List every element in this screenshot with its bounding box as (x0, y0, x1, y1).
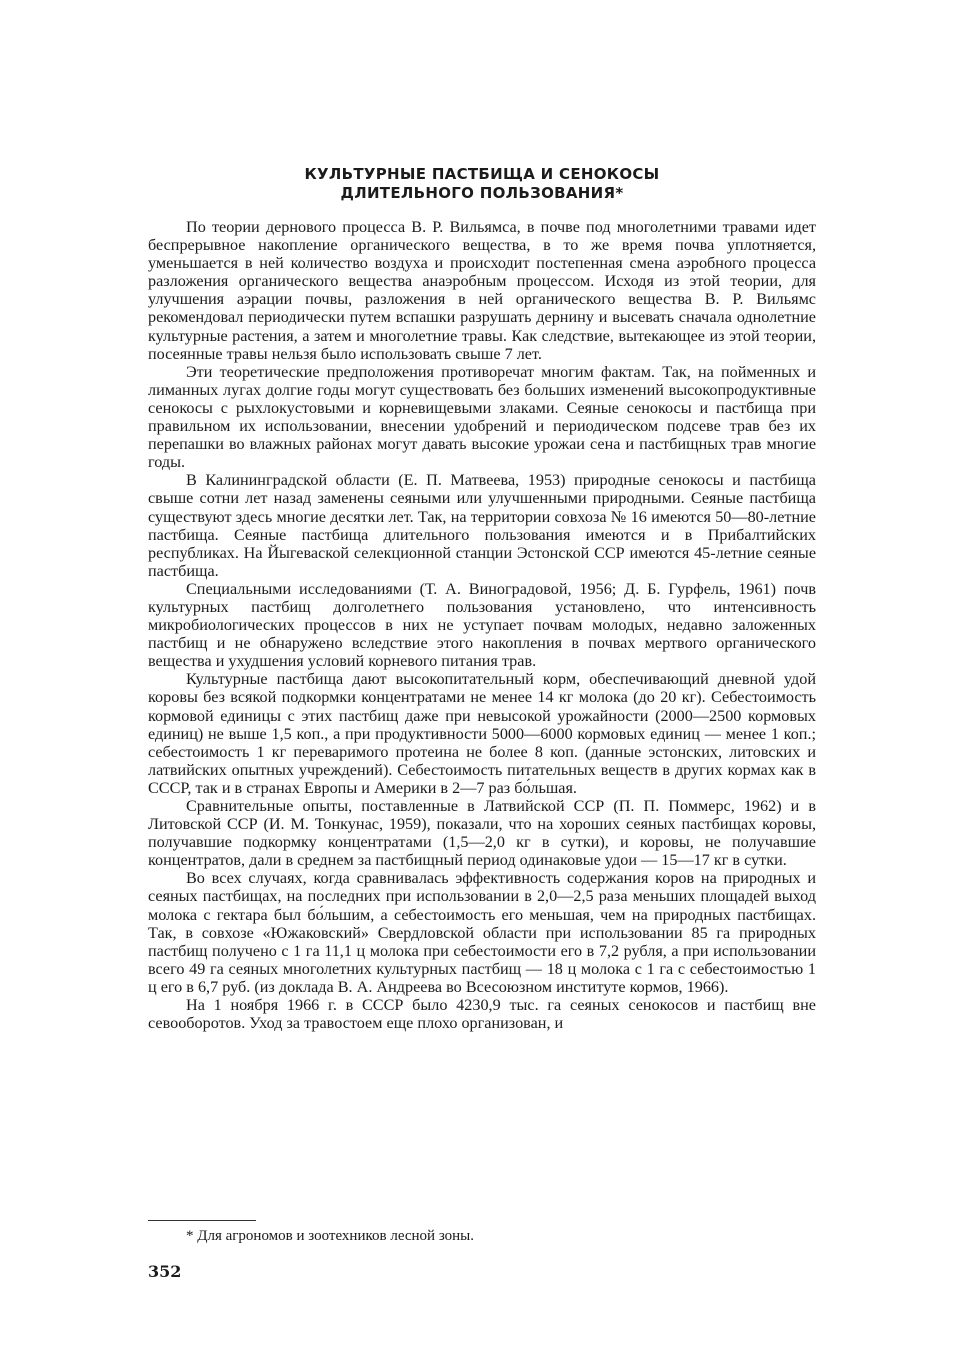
paragraph-soil-studies: Специальными исследованиями (Т. А. Виноградовой, 1956; Д. Б. Гурфель, 1961) почв культурных пастбищ долголетнего пользования установлено, что интенсивность микробиологических процессов в них не уступает почвам молодых, недавно заложенных пастбищ и не обнаружено вследствие этого накопления в почвах мертвого органического вещества и ухудшения условий корневого питания трав. (148, 579, 816, 671)
footnote-divider (148, 1220, 256, 1221)
paragraph-ussr-area: На 1 ноября 1966 г. в СССР было 4230,9 тыс. га сеяных сенокосов и пастбищ вне севооборотов. Уход за травостоем еще плохо организован, и (148, 996, 816, 1033)
paragraph-williams-theory: По теории дернового процесса В. Р. Вильямса, в почве под многолетними травами идет беспрерывное накопление органического вещества, в то же время почва уплотняется, уменьшается в ней количество воздуха и происходит постепенная смена аэробного процесса разложения органического вещества анаэробным процессом. Исходя из этой теории, для улучшения аэрации почвы, разложения в ней органического вещества В. Р. Вильямс рекомендовал периодически путем вспашки разрушать дернину и высевать сначала однолетние культурные растения, а затем и многолетние травы. Как следствие, вытекающее из этой теории, посеянные травы нельзя было использовать свыше 7 лет. (148, 218, 816, 363)
paragraph-kaliningrad: В Калининградской области (Е. П. Матвеева, 1953) природные сенокосы и пастбища свыше сотни лет назад заменены сеяными или улучшенными природными. Сеяные пастбища существуют здесь многие десятки лет. Так, на территории совхоза № 16 имеются 50—80-летние пастбища. Сеяные пастбища длительного пользования имеются и в Прибалтийских республиках. На Йыгеваской селекционной станции Эстонской ССР имеются 45-летние сеяные пастбища. (148, 471, 816, 580)
body-text (148, 218, 816, 1032)
chapter-title-line-1: КУЛЬТУРНЫЕ ПАСТБИЩА И СЕНОКОСЫ (304, 165, 660, 183)
paragraph-efficiency: Во всех случаях, когда сравнивалась эффективность содержания коров на природных и сеяных пастбищах, на последних при использовании в 2,0—2,5 раза меньших площадей выход молока с гектара был бо́льшим, а себестоимость его меньшая, чем на природных пастбищах. Так, в совхозе «Южаковский» Свердловской области при использовании 85 га природных пастбищ получено с 1 га 11,1 ц молока при себестоимости его в 7,2 рубля, а при использовании всего 49 га сеяных многолетних культурных пастбищ — 18 ц молока с 1 га с себестоимостью 1 ц его в 6,7 руб. (из доклада В. А. Андреева во Всесоюзном институте кормов, 1966). (148, 869, 816, 996)
paragraph-feed-value: Культурные пастбища дают высокопитательный корм, обеспечивающий дневной удой коровы без всякой подкормки концентратами не менее 14 кг молока (до 20 кг). Себестоимость кормовой единицы с этих пастбищ даже при невысокой урожайности (2000—2500 кормовых единиц) не выше 1,5 коп., а при продуктивности 5000—6000 кормовых единиц — менее 1 коп.; себестоимость 1 кг переваримого протеина не более 8 коп. (данные эстонских, литовских и латвийских опытных учреждений). Себестоимость питательных веществ в других кормах как в СССР, так и в странах Европы и Америки в 2—7 раз бо́льшая. (148, 670, 816, 797)
chapter-title (148, 165, 816, 203)
footnote: * Для агрономов и зоотехников лесной зоны. (186, 1228, 475, 1244)
paragraph-comparative-trials: Сравнительные опыты, поставленные в Латвийской ССР (П. П. Поммерс, 1962) и в Литовской ССР (И. М. Тонкунас, 1959), показали, что на хороших сеяных пастбищах коровы, получавшие подкормку концентратами (1,5—2,0 кг в сутки), и коровы, не получавшие концентратов, дали в среднем за пастбищный период одинаковые удои — 15—17 кг в сутки. (148, 797, 816, 870)
page-number: 352 (148, 1262, 182, 1281)
chapter-title-line-2: ДЛИТЕЛЬНОГО ПОЛЬЗОВАНИЯ* (340, 184, 624, 202)
paragraph-contradicting-facts: Эти теоретические предположения противоречат многим фактам. Так, на пойменных и лиманных лугах долгие годы могут существовать без больших изменений высокопродуктивные сенокосы с рыхлокустовыми и корневищевыми злаками. Сеяные сенокосы и пастбища при правильном их использовании, внесении удобрений и периодическом подсеве трав без их перепашки во влажных районах могут давать высокие урожаи сена и пастбищных трав многие годы. (148, 362, 816, 472)
